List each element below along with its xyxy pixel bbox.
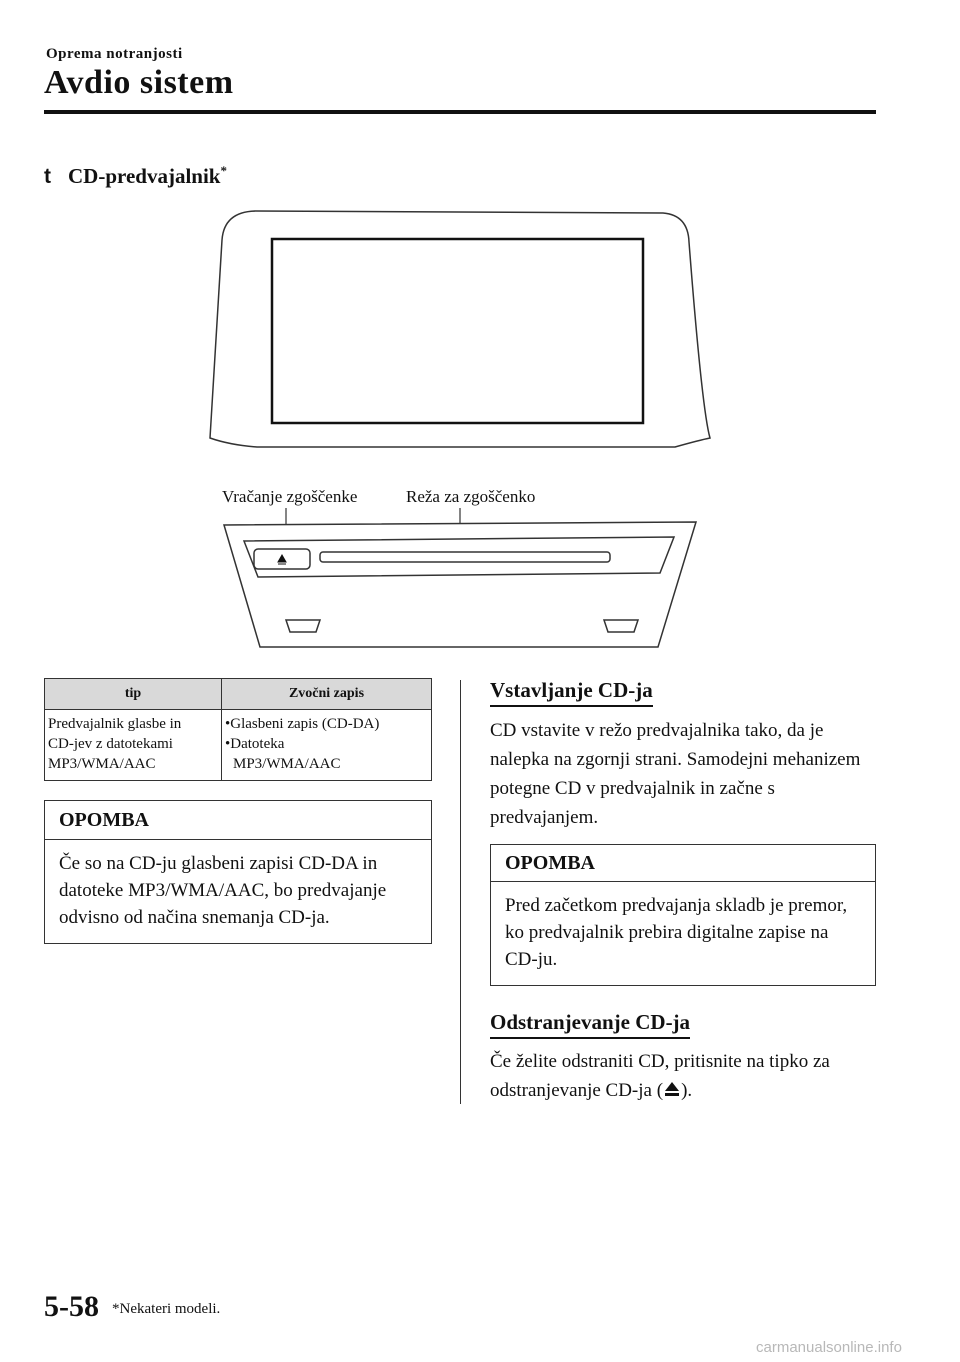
cd-player-diagram: [200, 200, 720, 660]
eject-label: Vračanje zgoščenke: [222, 487, 358, 506]
type-line: CD-jev z datotekami: [48, 736, 173, 752]
remove-text-end: ).: [681, 1080, 693, 1101]
remove-cd-heading: Odstranjevanje CD-ja: [490, 1010, 690, 1039]
note-body: Če so na CD-ju glasbeni zapisi CD-DA in datoteke MP3/WMA/AAC, bo predvajanje odvisno od načina snemanja CD-ja.: [59, 853, 387, 928]
note-box-formats: [44, 800, 432, 944]
watermark: carmanualsonline.info: [756, 1339, 902, 1356]
note-heading: OPOMBA: [45, 801, 431, 840]
table-header-format: Zvočni zapis: [222, 679, 432, 710]
remove-cd-text: [490, 1047, 876, 1105]
page-number: 5-58: [44, 1290, 99, 1323]
note-body: Pred začetkom predvajanja skladb je premor, ko predvajalnik prebira digitalne zapise na CD-ju.: [505, 895, 848, 970]
format-line: •Datoteka: [225, 736, 285, 752]
cd-slot: [320, 552, 610, 562]
table-cell-type: [45, 710, 222, 781]
insert-cd-heading: Vstavljanje CD-ja: [490, 678, 653, 707]
table-row: [45, 710, 432, 781]
format-line: •Glasbeni zapis (CD-DA): [225, 716, 380, 732]
section-bullet-icon: t: [44, 165, 51, 188]
spec-table: [44, 678, 432, 781]
format-line: MP3/WMA/AAC: [233, 756, 341, 772]
table-cell-format: [222, 710, 432, 781]
page-title: Avdio sistem: [44, 64, 234, 101]
table-header-row: [45, 679, 432, 710]
table-header-type: tip: [45, 679, 222, 710]
section-heading: [44, 163, 227, 189]
column-divider: [460, 680, 461, 1104]
footnote: *Nekateri modeli.: [112, 1301, 221, 1317]
insert-cd-text: CD vstavite v režo predvajalnika tako, da je nalepka na zgornji strani. Samodejni mehanizem potegne CD v predvajalnik in začne s predvajanjem.: [490, 720, 861, 828]
type-line: MP3/WMA/AAC: [48, 756, 156, 772]
type-line: Predvajalnik glasbe in: [48, 716, 182, 732]
cd-unit-outline: [224, 522, 696, 647]
section-heading-text: CD-predvajalnik: [68, 164, 221, 188]
eject-icon: [663, 1080, 681, 1098]
remove-text-start: Če želite odstraniti CD, pritisnite na tipko za odstranjevanje CD-ja (: [490, 1051, 830, 1101]
title-rule: [44, 110, 876, 114]
breadcrumb: Oprema notranjosti: [46, 46, 183, 62]
display-screen: [272, 239, 643, 423]
note-box-playback: [490, 844, 876, 986]
note-heading: OPOMBA: [491, 845, 875, 882]
slot-label: Reža za zgoščenko: [406, 487, 536, 506]
model-footnote-mark: *: [220, 163, 227, 178]
